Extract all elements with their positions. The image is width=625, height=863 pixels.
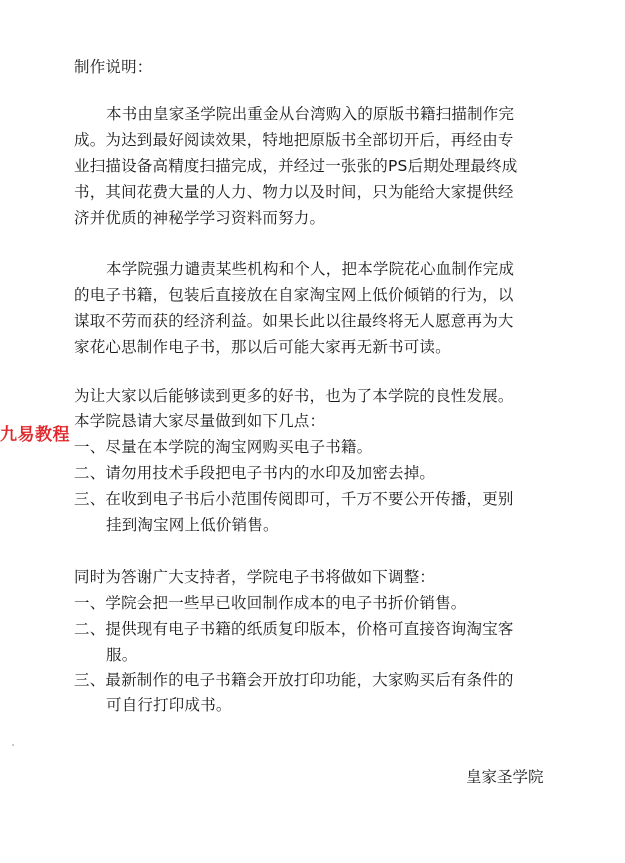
paragraph2-line-4: 家花心思制作电子书，那以后可能大家再无新书可读。 — [74, 338, 451, 356]
paragraph1-line-1: 本书由皇家圣学院出重金从台湾购入的原版书籍扫描制作完 — [106, 105, 515, 123]
adjust-item-3: 三、最新制作的电子书籍会开放打印功能，大家购买后有条件的 — [74, 671, 514, 689]
request-item-3-continued: 挂到淘宝网上低价销售。 — [106, 516, 279, 534]
paragraph2-line-1: 本学院强力谴责某些机构和个人，把本学院花心血制作完成 — [106, 260, 515, 278]
signature: 皇家圣学院 — [466, 768, 544, 786]
request-intro-line-1: 为让大家以后能够读到更多的好书，也为了本学院的良性发展。 — [74, 387, 514, 405]
scan-speck — [12, 744, 14, 746]
request-intro-line-2: 本学院恳请大家尽量做到如下几点： — [74, 412, 326, 430]
adjust-item-3-continued: 可自行打印成书。 — [106, 696, 232, 714]
adjust-item-2: 二、提供现有电子书籍的纸质复印版本，价格可直接咨询淘宝客 — [74, 620, 514, 638]
paragraph1-line-4: 书，其间花费大量的人力、物力以及时间，只为能给大家提供经 — [74, 183, 514, 201]
paragraph2-line-2: 的电子书籍，包装后直接放在自家淘宝网上低价倾销的行为，以 — [74, 286, 514, 304]
paragraph1-line-2: 成。为达到最好阅读效果，特地把原版书全部切开后，再经由专 — [74, 131, 514, 149]
watermark-logo: 九易教程 — [0, 425, 70, 445]
adjust-item-1: 一、学院会把一些早已收回制作成本的电子书折价销售。 — [74, 594, 467, 612]
request-item-2: 二、请勿用技术手段把电子书内的水印及加密去掉。 — [74, 464, 436, 482]
adjust-intro: 同时为答谢广大支持者，学院电子书将做如下调整： — [74, 568, 436, 586]
paragraph2-line-3: 谋取不劳而获的经济利益。如果长此以往最终将无人愿意再为大 — [74, 312, 514, 330]
paragraph1-line-3: 业扫描设备高精度扫描完成，并经过一张张的PS后期处理最终成 — [74, 157, 518, 175]
paragraph1-line-5: 济并优质的神秘学学习资料而努力。 — [74, 209, 326, 227]
adjust-item-2-continued: 服。 — [106, 646, 138, 664]
request-item-3: 三、在收到电子书后小范围传阅即可，千万不要公开传播，更别 — [74, 490, 514, 508]
document-title: 制作说明： — [74, 58, 153, 76]
request-item-1: 一、尽量在本学院的淘宝网购买电子书籍。 — [74, 438, 373, 456]
